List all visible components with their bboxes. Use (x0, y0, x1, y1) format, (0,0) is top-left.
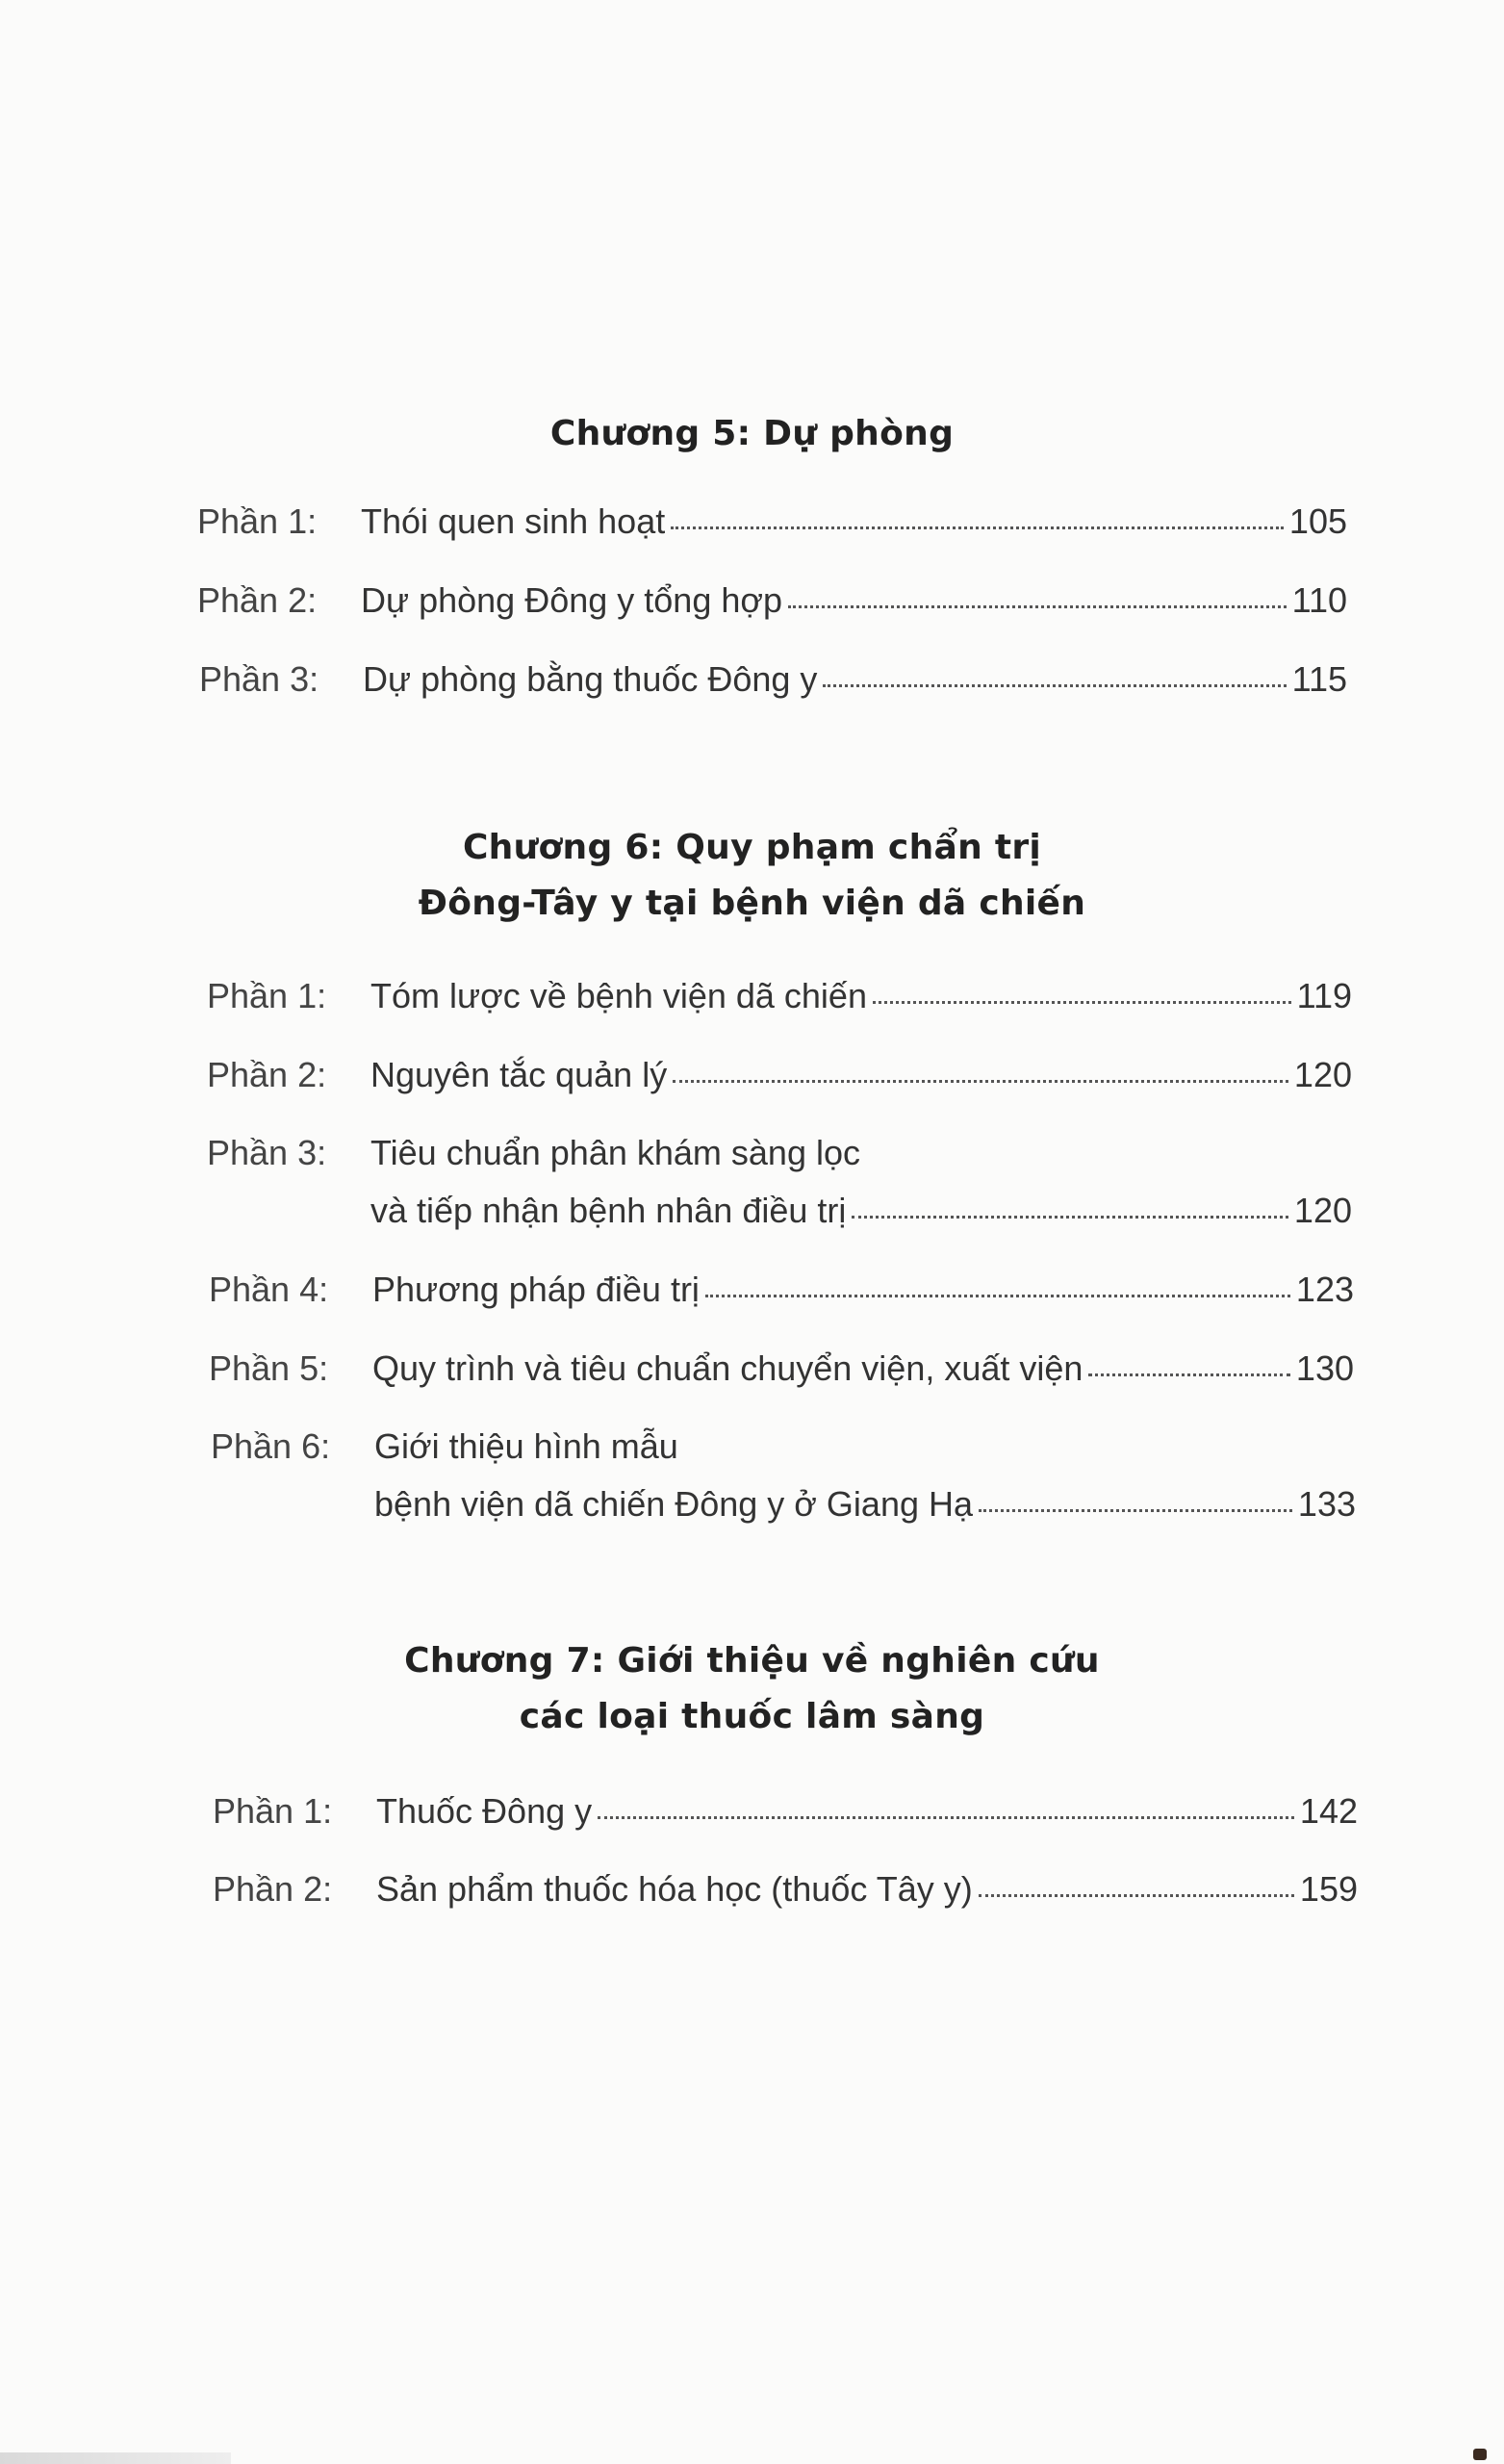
entry-title-continued: và tiếp nhận bệnh nhân điều trị (370, 1191, 847, 1230)
dot-leader (671, 526, 1284, 529)
entry-page-number: 130 (1295, 1348, 1354, 1388)
toc-entry (197, 493, 1347, 551)
entry-label: Phần 3: (207, 1133, 327, 1172)
toc-entry (207, 967, 1352, 1025)
toc-entry (209, 1340, 1354, 1398)
entry-title: Thói quen sinh hoạt (361, 501, 666, 541)
dot-leader (705, 1295, 1290, 1297)
toc-entry (209, 1261, 1354, 1319)
chapter-title (0, 1633, 1504, 1745)
dot-leader (673, 1080, 1288, 1083)
chapter-7 (0, 1633, 1504, 1745)
toc-entry (213, 1783, 1358, 1840)
toc-entry (197, 572, 1347, 629)
dot-leader (788, 605, 1287, 608)
page-edge-shadow (0, 2452, 231, 2464)
chapter-5 (0, 406, 1504, 462)
chapter-title (0, 406, 1504, 462)
chapter-6 (0, 820, 1504, 932)
entry-page-number: 119 (1296, 976, 1352, 1015)
entry-page-number: 120 (1293, 1055, 1352, 1094)
entry-label: Phần 3: (199, 659, 319, 699)
chapter-title-line: Chương 5: Dự phòng (549, 414, 955, 453)
chapter-title-line: các loại thuốc lâm sàng (519, 1697, 985, 1736)
dot-leader (852, 1216, 1288, 1219)
entry-title: Giới thiệu hình mẫu (374, 1426, 678, 1466)
dot-leader (873, 1001, 1291, 1004)
toc-entry (207, 1046, 1352, 1104)
entry-page-number: 123 (1295, 1270, 1354, 1309)
entry-label: Phần 1: (207, 976, 327, 1015)
entry-page-number: 142 (1299, 1791, 1358, 1831)
entry-title-continued: bệnh viện dã chiến Đông y ở Giang Hạ (374, 1484, 974, 1524)
chapter-title-line: Chương 6: Quy phạm chẩn trị (462, 828, 1042, 867)
entry-page-number: 120 (1293, 1191, 1352, 1230)
entry-label: Phần 1: (213, 1791, 333, 1831)
entry-label: Phần 1: (197, 501, 318, 541)
entry-page-number: 105 (1288, 501, 1347, 541)
dot-leader (823, 684, 1286, 687)
entry-page-number: 159 (1299, 1869, 1358, 1909)
entry-label: Phần 4: (209, 1270, 329, 1309)
entry-label: Phần 5: (209, 1348, 329, 1388)
entry-title: Tiêu chuẩn phân khám sàng lọc (370, 1133, 860, 1172)
chapter-title (0, 820, 1504, 932)
entry-title: Sản phẩm thuốc hóa học (thuốc Tây y) (376, 1869, 973, 1909)
chapter-title-line: Chương 7: Giới thiệu về nghiên cứu (404, 1641, 1100, 1681)
entry-title: Thuốc Đông y (376, 1791, 593, 1831)
entry-title: Quy trình và tiêu chuẩn chuyển viện, xuất viện (372, 1348, 1083, 1388)
dot-leader (1088, 1373, 1289, 1376)
dot-leader (979, 1894, 1294, 1897)
chapter-title-line: Đông-Tây y tại bệnh viện dã chiến (418, 884, 1086, 923)
entry-label: Phần 2: (207, 1055, 327, 1094)
entry-title: Nguyên tắc quản lý (370, 1055, 668, 1094)
toc-entry (207, 1124, 1352, 1240)
entry-label: Phần 2: (213, 1869, 333, 1909)
entry-page-number: 110 (1291, 580, 1347, 620)
entry-title: Dự phòng Đông y tổng hợp (361, 580, 782, 620)
toc-entry (199, 651, 1347, 708)
corner-mark (1473, 2449, 1487, 2460)
dot-leader (598, 1816, 1294, 1819)
entry-page-number: 115 (1291, 659, 1347, 699)
entry-page-number: 133 (1297, 1484, 1356, 1524)
entry-title: Phương pháp điều trị (372, 1270, 700, 1309)
entry-label: Phần 6: (211, 1426, 331, 1466)
toc-entry (213, 1861, 1358, 1918)
entry-title: Tóm lược về bệnh viện dã chiến (370, 976, 867, 1015)
entry-label: Phần 2: (197, 580, 318, 620)
entry-title: Dự phòng bằng thuốc Đông y (363, 659, 818, 699)
toc-entry (211, 1418, 1356, 1533)
dot-leader (979, 1509, 1292, 1512)
